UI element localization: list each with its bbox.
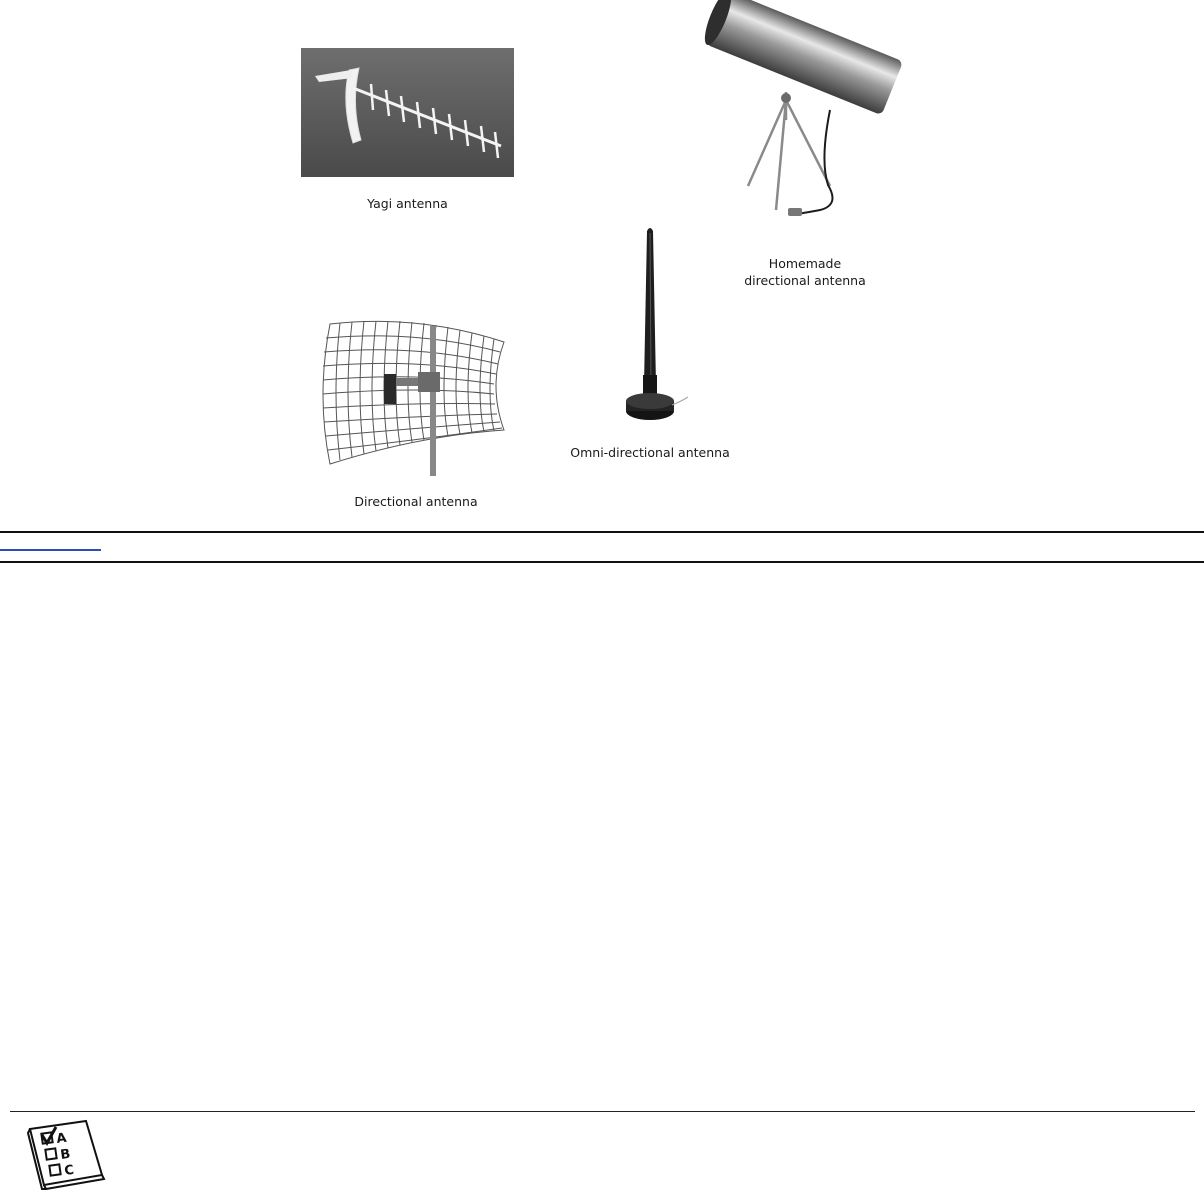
yagi-antenna-image — [301, 48, 514, 177]
figure-bottom-rule — [0, 561, 1204, 563]
omni-antenna-image — [610, 225, 700, 425]
figure-link[interactable] — [0, 540, 101, 554]
checklist-letter-c: C — [63, 1162, 76, 1179]
yagi-antenna-caption: Yagi antenna — [367, 196, 448, 211]
directional-antenna-caption: Directional antenna — [354, 494, 478, 509]
homemade-antenna-caption-line2: directional antenna — [744, 273, 866, 288]
exam-tip-rule — [10, 1111, 1195, 1112]
omni-antenna-caption: Omni-directional antenna — [570, 445, 730, 460]
checklist-letter-a: A — [55, 1130, 68, 1147]
checklist-icon — [16, 1119, 112, 1191]
figure-top-rule — [0, 531, 1204, 533]
homemade-antenna-caption-line1: Homemade — [768, 256, 842, 271]
directional-antenna-image — [318, 316, 516, 476]
checklist-letter-b: B — [59, 1146, 72, 1163]
antenna-figure — [0, 0, 1204, 520]
homemade-antenna-image — [700, 0, 910, 225]
